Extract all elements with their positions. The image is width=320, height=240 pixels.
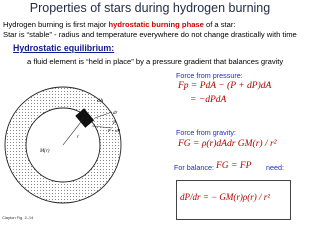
star-diagram — [0, 66, 130, 216]
label-p: P — [113, 121, 117, 126]
gravity-label: Force from gravity: — [176, 128, 236, 137]
pressure-label: Force from pressure: — [176, 71, 243, 80]
balance-equation: FG = FP — [216, 161, 252, 171]
pressure-equation-1: Fp = PdA − (P + dP)dA — [178, 81, 272, 91]
need-label: need: — [266, 163, 284, 172]
gravity-equation: FG = ρ(r)dAdr GM(r) / r² — [178, 139, 277, 149]
intro-suffix: of a star: — [203, 20, 236, 29]
balance-label: For balance: — [174, 163, 214, 172]
label-pdp: P + dP — [108, 128, 121, 133]
label-dA: dA — [97, 98, 104, 104]
stability-line: Star is “stable” - radius and temperature everywhere do not change drastically with time — [3, 30, 297, 39]
label-r: r — [77, 135, 79, 140]
intro-line — [3, 20, 236, 29]
figure-credit: Clayton Fig. 2–14 — [2, 215, 34, 220]
section-heading: Hydrostatic equilibrium: — [13, 43, 115, 53]
label-mr: M(r) — [40, 149, 50, 154]
slide-title: Properties of stars during hydrogen burning — [29, 1, 271, 15]
need-equation: dP/dr = − GM(r)ρ(r) / r² — [180, 192, 270, 202]
pressure-equation-2: = −dPdA — [190, 95, 227, 105]
intro-prefix: Hydrogen burning is first major — [3, 20, 109, 29]
intro-highlight: hydrostatic burning phase — [108, 20, 204, 29]
fluid-element-line: a fluid element is “held in place” by a pressure gradient that balances gravity — [27, 57, 284, 66]
label-dr: dr — [113, 111, 118, 116]
